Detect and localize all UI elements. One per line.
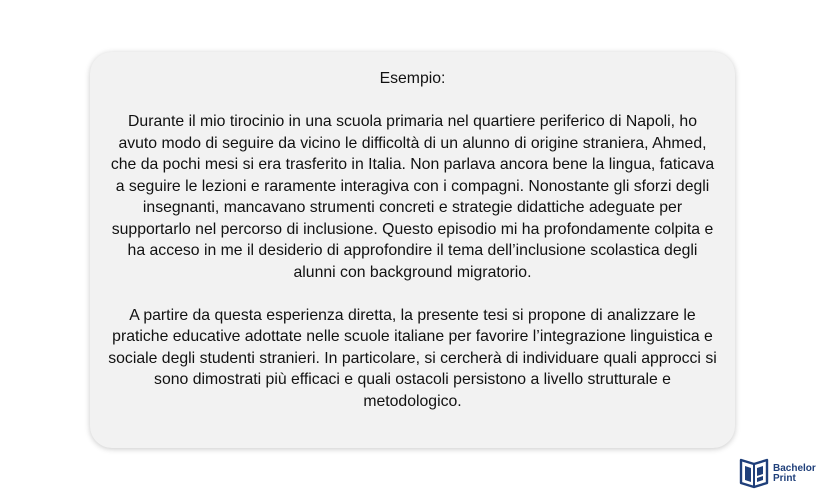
book-logo-icon bbox=[738, 456, 770, 490]
example-card bbox=[90, 52, 735, 448]
logo-text-line-2: Print bbox=[773, 473, 796, 484]
logo-text-line-1: Bachelor bbox=[773, 463, 816, 474]
example-paragraph-2: A partire da questa esperienza diretta, la presente tesi si propone di analizzare le pratiche educative adottate nelle scuole italiane per favorire l’integrazione linguistica e sociale degli studenti stranieri. In particolare, si cercherà di individuare quali approcci si sono dimostrati più efficaci e quali ostacoli persistono a livello strutturale e metodologico. bbox=[108, 306, 717, 410]
bachelorprint-logo bbox=[738, 456, 820, 492]
example-paragraph-1: Durante il mio tirocinio in una scuola primaria nel quartiere periferico di Napoli, ho avuto modo di seguire da vicino le difficoltà di un alunno di origine straniera, Ahmed, che da pochi mesi si era trasferito in Italia. Non parlava ancora bene la lingua, faticava a seguire le lezioni e raramente interagiva con i compagni. Nonostante gli sforzi degli insegnanti, mancavano strumenti concreti e strategie didattiche adeguate per supportarlo nel percorso di inclusione. Questo episodio mi ha profondamente colpita e ha acceso in me il desiderio di approfondire il tema dell’inclusione scolastica degli alunni con background migratorio. bbox=[110, 113, 715, 281]
logo-text bbox=[773, 464, 816, 484]
example-title: Esempio: bbox=[379, 70, 446, 87]
